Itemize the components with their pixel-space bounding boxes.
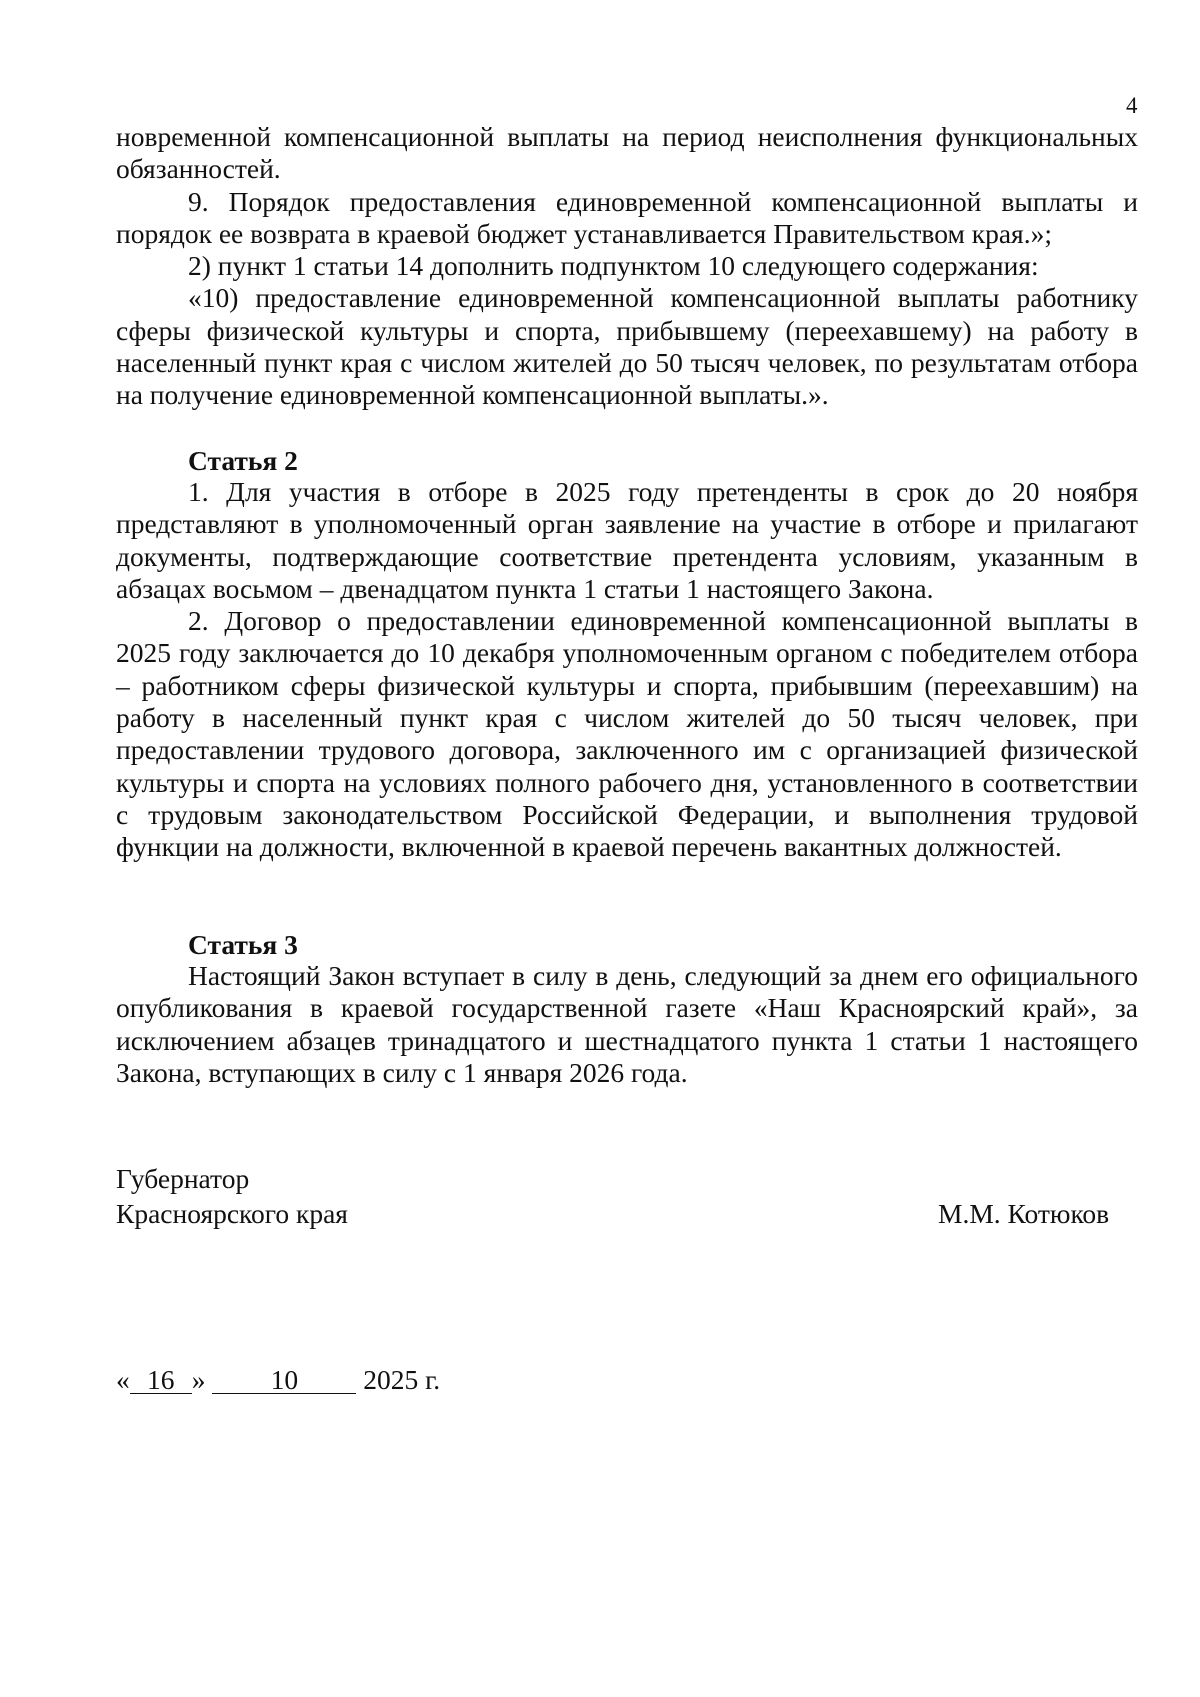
article-2-paragraph-2: 2. Договор о предоставлении единовременной компенсационной выплаты в 2025 году заключается до 10 декабря уполномоченным органом с победителем отбора – работником сферы физической культуры и спорта, прибывшим (переехавшим) на работу в населенный пункт края с числом жителей до 50 тысяч человек, при предоставлении трудового договора, заключенного им с организацией физической культуры и спорта на условиях полного рабочего дня, установленного в соответствии с трудовым законодательством Российской Федерации, и выполнения трудовой функции на должности, включенной в краевой перечень вакантных должностей. xyxy=(116,605,1138,863)
article-2-body xyxy=(116,476,1138,864)
date-month: 10 xyxy=(212,1367,356,1394)
continuation-block xyxy=(116,121,1138,412)
paragraph-item-9: 9. Порядок предоставления единовременной компенсационной выплаты и порядок ее возврата в краевой бюджет устанавливается Правительством края.»; xyxy=(116,185,1138,249)
date-close-quote: » xyxy=(191,1364,206,1395)
paragraph-subitem-10: «10) предоставление единовременной компенсационной выплаты работнику сферы физической культуры и спорта, прибывшему (переехавшему) на работу в населенный пункт края с числом жителей до 50 тысяч человек, по результатам отбора на получение единовременной компенсационной выплаты.». xyxy=(116,282,1138,411)
article-2-paragraph-1: 1. Для участия в отборе в 2025 году претенденты в срок до 20 ноября представляют в уполномоченный орган заявление на участие в отборе и прилагают документы, подтверждающие соответствие претендента условиям, указанным в абзацах восьмом – двенадцатом пункта 1 статьи 1 настоящего Закона. xyxy=(116,476,1138,604)
signing-date xyxy=(116,1363,440,1396)
article-3-body xyxy=(116,960,1138,1089)
article-3-paragraph-1: Настоящий Закон вступает в силу в день, следующий за днем его официального опубликования в краевой государственной газете «Наш Красноярский край», за исключением абзацев тринадцатого и шестнадцатого пункта 1 статьи 1 настоящего Закона, вступающих в силу с 1 января 2026 года. xyxy=(116,960,1138,1088)
signatory-title-line-2: Красноярского края xyxy=(116,1198,348,1229)
paragraph-continuation: новременной компенсационной выплаты на период неисполнения функциональных обязанностей. xyxy=(116,121,1138,185)
article-3-heading: Статья 3 xyxy=(188,929,298,960)
date-open-quote: « xyxy=(116,1364,130,1395)
date-day: 16 xyxy=(130,1367,192,1394)
signatory-title-line-1: Губернатор xyxy=(116,1163,250,1194)
date-year: 2025 г. xyxy=(363,1364,441,1395)
signatory-name: М.М. Котюков xyxy=(938,1198,1110,1229)
article-2-heading: Статья 2 xyxy=(188,445,298,476)
paragraph-amendment-2: 2) пункт 1 статьи 14 дополнить подпунктом 10 следующего содержания: xyxy=(188,250,1039,282)
page-number: 4 xyxy=(1126,93,1138,118)
